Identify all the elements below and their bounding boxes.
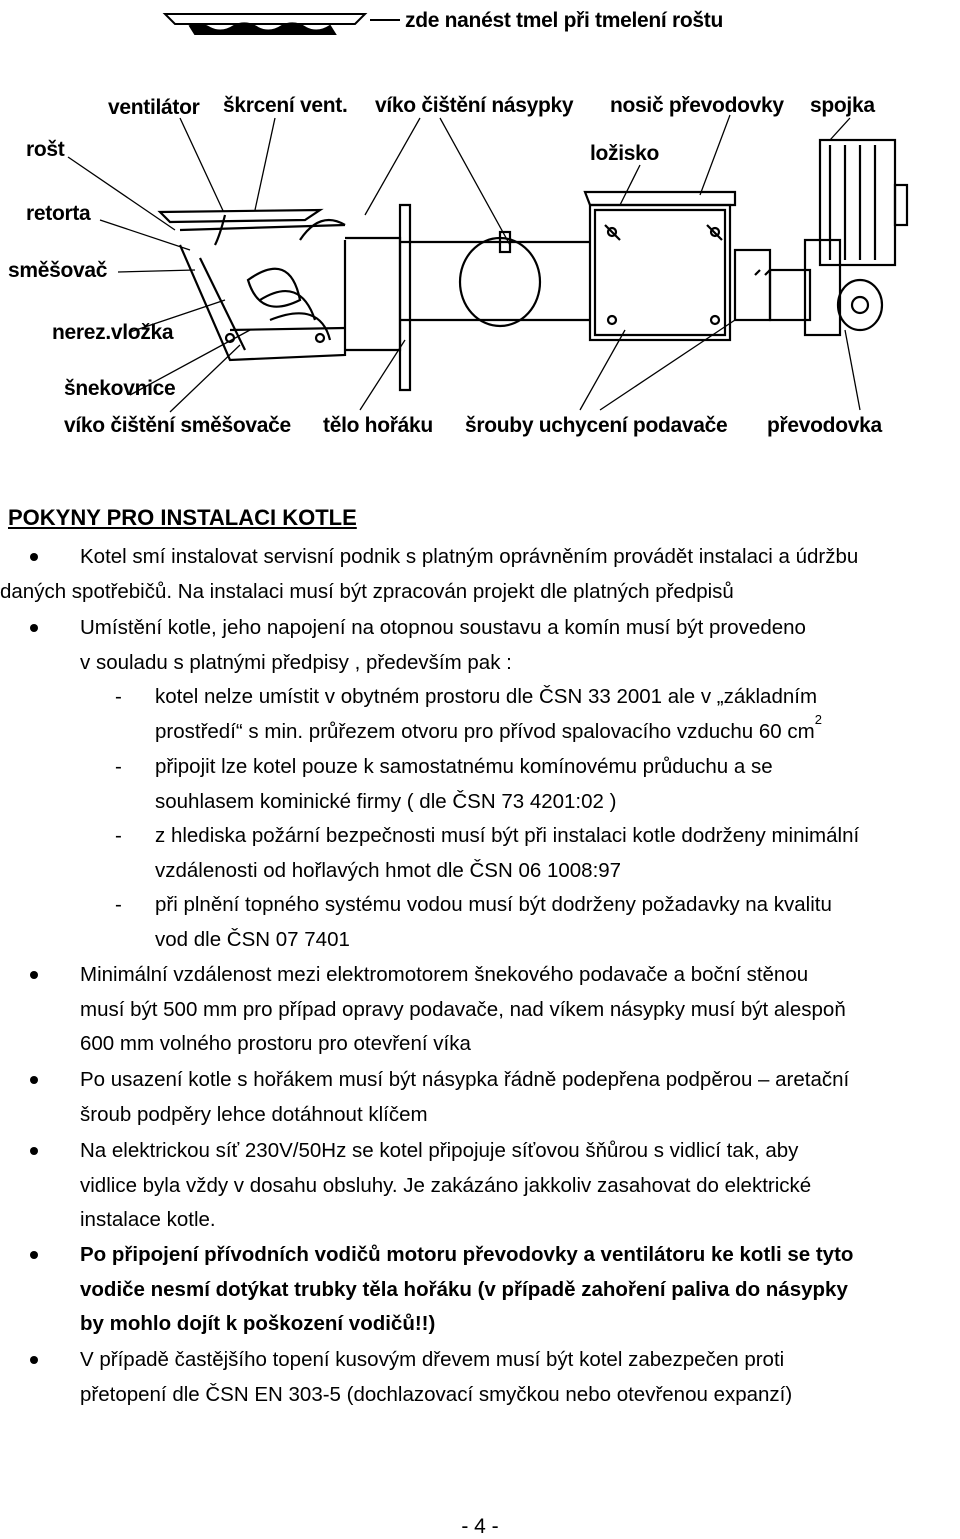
bullet-3-line-2: musí být 500 mm pro případ opravy podavače, nad víkem násypky musí být alespoň [80, 997, 846, 1021]
bullet-4-line-1: Po usazení kotle s hořákem musí být násypka řádně podepřena podpěrou – aretační [80, 1068, 850, 1091]
sub-item-4-line-1: při plnění topného systému vodou musí být dodrženy požadavky na kvalitu [155, 893, 832, 916]
bullet-3 [80, 958, 956, 1062]
bullet-6-line-3: by mohlo dojít k poškození vodičů!!) [80, 1312, 436, 1335]
label-retorta: retorta [26, 202, 91, 225]
bullet-3-line-3: 600 mm volného prostoru pro otevření víka [80, 1032, 471, 1055]
label-spojka: spojka [810, 94, 875, 117]
bullet-6-warning [80, 1238, 956, 1342]
retort-body [160, 210, 510, 360]
bullet-2 [80, 611, 956, 680]
bullet-1 [0, 540, 956, 609]
bullet-2-line-2: v souladu s platnými předpisy , především pak : [80, 650, 512, 674]
sub-item-3 [115, 819, 956, 888]
bullet-1-line-1: Kotel smí instalovat servisní podnik s platným oprávněním provádět instalaci a údržbu [80, 545, 859, 568]
bullet-4-line-2: šroub podpěry lehce dotáhnout klíčem [80, 1102, 428, 1126]
sub-item-1-line-2-text: prostředí“ s min. průřezem otvoru pro přívod spalovacího vzduchu 60 cm [155, 719, 815, 743]
bullet-1-line-2: daných spotřebičů. Na instalaci musí být zpracován projekt dle platných předpisů [0, 579, 734, 603]
label-viko-nasypky: víko čištění násypky [375, 94, 574, 117]
sub-item-4-line-2: vod dle ČSN 07 7401 [155, 927, 350, 951]
label-viko-smesovace: víko čištění směšovače [64, 414, 291, 437]
label-top-note: zde nanést tmel při tmelení roštu [405, 9, 723, 32]
section-heading: POKYNY PRO INSTALACI KOTLE [8, 505, 357, 530]
bullet-6-line-2: vodiče nesmí dotýkat trubky těla hořáku (v případě zahoření paliva do násypky [80, 1277, 848, 1301]
bullet-4 [80, 1063, 956, 1132]
bullet-7-line-2: přetopení dle ČSN EN 303-5 (dochlazovací smyčkou nebo otevřenou expanzí) [80, 1382, 793, 1406]
sub-item-2 [115, 750, 956, 819]
page-number: - 4 - [461, 1515, 499, 1538]
label-rost: rošt [26, 138, 65, 161]
label-nosic: nosič převodovky [610, 94, 784, 117]
label-lozisko: ložisko [590, 142, 660, 165]
bullet-3-line-1: Minimální vzdálenost mezi elektromotorem šnekového podavače a boční stěnou [80, 963, 809, 986]
label-skrceni: škrcení vent. [223, 94, 348, 117]
bullet-5 [80, 1134, 956, 1238]
dash-marker: - [115, 685, 122, 708]
label-prevodovka: převodovka [767, 414, 882, 437]
sub-item-4 [115, 888, 956, 957]
label-nerez: nerez.vložka [52, 321, 174, 344]
bullet-6-line-1: Po připojení přívodních vodičů motoru převodovky a ventilátoru ke kotli se tyto [80, 1243, 854, 1266]
dash-marker: - [115, 755, 122, 778]
bullet-5-line-2: vidlice byla vždy v dosahu obsluhy. Je zakázáno jakkoliv zasahovat do elektrické [80, 1173, 812, 1197]
bullet-5-line-1: Na elektrickou síť 230V/50Hz se kotel připojuje síťovou šňůrou s vidlicí tak, aby [80, 1139, 799, 1162]
gearbox-motor [735, 140, 907, 335]
bullet-7-line-1: V případě častějšího topení kusovým dřevem musí být kotel zabezpečen proti [80, 1348, 785, 1371]
sub-item-3-line-1: z hlediska požární bezpečnosti musí být při instalaci kotle dodrženy minimální [155, 824, 860, 847]
bullet-7 [80, 1343, 956, 1412]
burner-diagram [0, 0, 960, 450]
grate-detail [165, 14, 400, 34]
dash-marker: - [115, 824, 122, 847]
hopper [585, 192, 735, 340]
dash-marker: - [115, 893, 122, 916]
sub-item-2-line-1: připojit lze kotel pouze k samostatnému komínovému průduchu a se [155, 755, 773, 778]
feeder-tube [400, 205, 590, 390]
sub-item-1 [115, 680, 956, 749]
bullet-2-line-1: Umístění kotle, jeho napojení na otopnou soustavu a komín musí být provedeno [80, 616, 806, 639]
label-srouby: šrouby uchycení podavače [465, 414, 728, 437]
label-ventilator: ventilátor [108, 96, 200, 119]
bullet-5-line-3: instalace kotle. [80, 1208, 216, 1231]
sub-item-1-line-2 [155, 711, 956, 750]
sub-item-1-line-1: kotel nelze umístit v obytném prostoru dle ČSN 33 2001 ale v „základním [155, 685, 818, 708]
label-telo: tělo hořáku [323, 414, 433, 437]
sub-item-3-line-2: vzdálenosti od hořlavých hmot dle ČSN 06 1008:97 [155, 858, 622, 882]
superscript-2: 2 [814, 711, 822, 727]
sub-item-2-line-2: souhlasem kominické firmy ( dle ČSN 73 4201:02 ) [155, 789, 617, 813]
label-smesovac: směšovač [8, 259, 108, 282]
label-snekovnice: šnekovnice [64, 377, 176, 400]
